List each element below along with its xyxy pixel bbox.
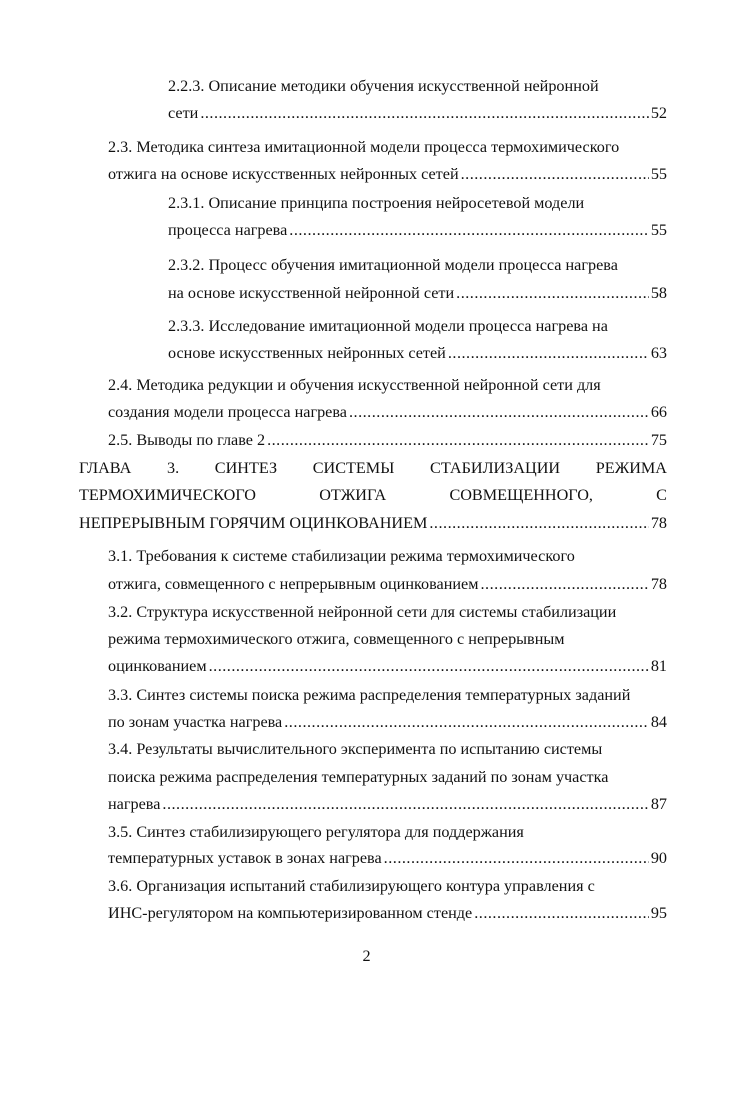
toc-page-number: 66 [650, 403, 667, 421]
toc-entry-3-4-line1 [108, 734, 602, 764]
toc-text: 2.3.1. Описание принципа построения нейросетевой модели [168, 194, 585, 212]
toc-entry-3-4-line2 [108, 762, 608, 792]
toc-text: 3.5. Синтез стабилизирующего регулятора для поддержания [108, 823, 524, 841]
toc-text: 3.1. Требования к системе стабилизации режима термохимического [108, 547, 575, 565]
toc-entry-3-2-line3[interactable] [108, 651, 667, 681]
dot-leader [200, 98, 649, 128]
dot-leader [456, 278, 649, 308]
toc-text: 2.5. Выводы по главе 2 [108, 431, 266, 449]
toc-text: оцинкованием [108, 657, 207, 675]
dot-leader [284, 707, 649, 737]
toc-entry-2-3-line2[interactable] [108, 159, 667, 189]
toc-page-number: 87 [650, 795, 667, 813]
toc-text: 2.3. Методика синтеза имитационной модели процесса термохимического [108, 138, 620, 156]
toc-chapter-3-line3[interactable] [79, 508, 667, 538]
toc-entry-3-5-line2[interactable] [108, 843, 667, 873]
chapter-word: ОТЖИГА [319, 486, 387, 504]
dot-leader [384, 843, 649, 873]
chapter-word: С [656, 486, 667, 504]
toc-entry-2-3-2-line2[interactable] [168, 278, 667, 308]
chapter-word: СИНТЕЗ [214, 459, 278, 477]
toc-page-number: 81 [650, 657, 667, 675]
toc-page-number: 55 [650, 221, 667, 239]
toc-entry-2-3-3-line1 [168, 311, 608, 341]
toc-page-number: 84 [650, 713, 667, 731]
toc-entry-3-3-line2[interactable] [108, 707, 667, 737]
dot-leader [448, 338, 649, 368]
dot-leader [481, 569, 649, 599]
toc-page-number: 52 [650, 104, 667, 122]
toc-entry-3-2-line1 [108, 597, 616, 627]
toc-page-number: 78 [650, 514, 667, 532]
toc-text: основе искусственных нейронных сетей [168, 344, 446, 362]
dot-leader [349, 397, 649, 427]
toc-entry-2-3-1-line1 [168, 188, 584, 218]
chapter-word: СТАБИЛИЗАЦИИ [430, 459, 561, 477]
dot-leader [209, 651, 649, 681]
toc-text: 3.6. Организация испытаний стабилизирующего контура управления с [108, 877, 595, 895]
dot-leader [474, 898, 649, 928]
dot-leader [162, 789, 648, 819]
toc-entry-3-1-line2[interactable] [108, 569, 667, 599]
toc-entry-3-2-line2 [108, 624, 564, 654]
toc-chapter-3-line2 [79, 480, 667, 510]
toc-page-number: 78 [650, 575, 667, 593]
page-number: 2 [362, 947, 371, 965]
dot-leader [429, 508, 648, 538]
chapter-word: РЕЖИМА [595, 459, 667, 477]
toc-text: 3.2. Структура искусственной нейронной сети для системы стабилизации [108, 603, 617, 621]
chapter-word: ТЕРМОХИМИЧЕСКОГО [79, 486, 256, 504]
toc-page-number: 90 [650, 849, 667, 867]
toc-entry-3-6-line2[interactable] [108, 898, 667, 928]
toc-entry-2-2-3-line1 [168, 71, 599, 101]
toc-entry-2-3-2-line1 [168, 250, 618, 280]
toc-entry-3-1-line1 [108, 541, 575, 571]
toc-entry-3-3-line1 [108, 680, 630, 710]
toc-page-number: 55 [650, 165, 667, 183]
toc-page-number: 58 [650, 284, 667, 302]
toc-entry-3-6-line1 [108, 871, 595, 901]
dot-leader [461, 159, 649, 189]
toc-entry-2-4-line1 [108, 370, 601, 400]
toc-page-number: 63 [650, 344, 667, 362]
toc-text: температурных уставок в зонах нагрева [108, 849, 382, 867]
toc-text: процесса нагрева [168, 221, 288, 239]
toc-text: ИНС-регулятором на компьютеризированном стенде [108, 904, 473, 922]
toc-text: по зонам участка нагрева [108, 713, 283, 731]
toc-text: НЕПРЕРЫВНЫМ ГОРЯЧИМ ОЦИНКОВАНИЕМ [79, 514, 428, 532]
toc-text: 3.3. Синтез системы поиска режима распределения температурных заданий [108, 686, 631, 704]
toc-text: 2.2.3. Описание методики обучения искусственной нейронной [168, 77, 599, 95]
toc-text: сети [168, 104, 199, 122]
chapter-word: 3. [166, 459, 180, 477]
toc-entry-2-3-line1 [108, 132, 619, 162]
chapter-word: СОВМЕЩЕННОГО, [449, 486, 593, 504]
toc-entry-2-3-1-line2[interactable] [168, 215, 667, 245]
toc-chapter-3-line1 [79, 453, 667, 483]
toc-page-number: 75 [650, 431, 667, 449]
toc-entry-2-3-3-line2[interactable] [168, 338, 667, 368]
chapter-word: СИСТЕМЫ [312, 459, 395, 477]
toc-text: 2.3.2. Процесс обучения имитационной модели процесса нагрева [168, 256, 618, 274]
toc-page-number: 95 [650, 904, 667, 922]
toc-text: на основе искусственной нейронной сети [168, 284, 455, 302]
toc-text: 3.4. Результаты вычислительного эксперимента по испытанию системы [108, 740, 603, 758]
toc-text: 2.4. Методика редукции и обучения искусственной нейронной сети для [108, 376, 601, 394]
toc-entry-3-4-line3[interactable] [108, 789, 667, 819]
dot-leader [289, 215, 649, 245]
toc-text: 2.3.3. Исследование имитационной модели процесса нагрева на [168, 317, 608, 335]
toc-text: нагрева [108, 795, 161, 813]
toc-text: отжига, совмещенного с непрерывным оцинкованием [108, 575, 479, 593]
toc-text: создания модели процесса нагрева [108, 403, 347, 421]
toc-entry-2-5[interactable] [108, 425, 667, 455]
toc-text: отжига на основе искусственных нейронных сетей [108, 165, 459, 183]
toc-entry-2-2-3-line2[interactable] [168, 98, 667, 128]
toc-text: режима термохимического отжига, совмещенного с непрерывным [108, 630, 565, 648]
toc-entry-2-4-line2[interactable] [108, 397, 667, 427]
chapter-word: ГЛАВА [79, 459, 132, 477]
dot-leader [267, 425, 649, 455]
toc-text: поиска режима распределения температурных заданий по зонам участка [108, 768, 609, 786]
